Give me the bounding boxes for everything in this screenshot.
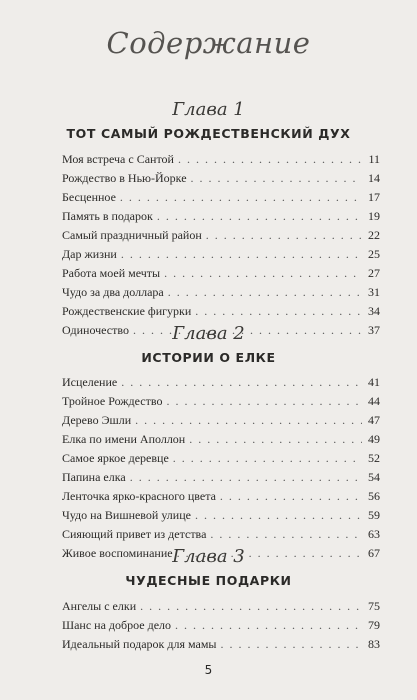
entry-title: Шанс на доброе дело: [62, 618, 172, 632]
entry-page: 31: [368, 285, 380, 299]
page-title: Содержание: [106, 26, 311, 60]
toc-entry[interactable]: [62, 303, 380, 319]
dot-leader: [210, 527, 362, 542]
toc-entry[interactable]: [62, 265, 380, 281]
entry-title: Работа моей мечты: [62, 266, 161, 280]
entry-page: 22: [368, 228, 380, 242]
toc-entry[interactable]: [62, 469, 380, 485]
entry-page: 27: [368, 266, 380, 280]
entry-page: 83: [368, 637, 380, 651]
page-number: 5: [204, 663, 213, 677]
entry-title: Моя встреча с Сантой: [62, 152, 174, 166]
entry-title: Тройное Рождество: [62, 394, 163, 408]
entry-title: Дерево Эшли: [62, 413, 132, 427]
entry-page: 19: [368, 209, 380, 223]
chapter-heading: [0, 323, 417, 367]
entry-page: 56: [368, 489, 380, 503]
dot-leader: [220, 489, 362, 504]
entry-title: Чудо за два доллара: [62, 285, 164, 299]
dot-leader: [164, 266, 362, 281]
entry-title: Чудо на Вишневой улице: [62, 508, 191, 522]
toc-entry[interactable]: [62, 189, 380, 205]
entry-page: 54: [368, 470, 380, 484]
dot-leader: [195, 304, 362, 319]
dot-leader: [189, 432, 362, 447]
toc-entry[interactable]: [62, 617, 380, 633]
toc-entry[interactable]: [62, 488, 380, 504]
chapter-heading: [0, 99, 417, 143]
entry-title: Рождество в Нью-Йорке: [62, 171, 187, 185]
toc-entry[interactable]: [62, 151, 380, 167]
dot-leader: [121, 375, 362, 390]
entry-title: Самое яркое деревце: [62, 451, 169, 465]
chapter-label: Глава 1: [172, 99, 245, 120]
dot-leader: [175, 618, 362, 633]
toc-entry[interactable]: [62, 227, 380, 243]
entry-page: 41: [368, 375, 380, 389]
toc-entry[interactable]: [62, 246, 380, 262]
entry-page: 75: [368, 599, 380, 613]
dot-leader: [191, 171, 362, 186]
toc-entry[interactable]: [62, 526, 380, 542]
entry-title: Ангелы с елки: [62, 599, 137, 613]
entry-page: 11: [368, 152, 380, 166]
entry-page: 67: [368, 546, 380, 560]
entry-title: Сияющий привет из детства: [62, 527, 207, 541]
entry-page: 59: [368, 508, 380, 522]
entry-title: Елка по имени Аполлон: [62, 432, 186, 446]
entry-title: Память в подарок: [62, 209, 153, 223]
entry-title: Живое воспоминание: [62, 546, 173, 560]
dot-leader: [121, 247, 362, 262]
dot-leader: [166, 394, 362, 409]
chapter-heading: [0, 546, 417, 590]
chapter-label: Глава 2: [172, 323, 245, 344]
toc-entry[interactable]: [62, 507, 380, 523]
toc-entry[interactable]: [62, 170, 380, 186]
toc-entry[interactable]: [62, 598, 380, 614]
entry-page: 44: [368, 394, 380, 408]
dot-leader: [173, 451, 362, 466]
dot-leader: [221, 637, 363, 652]
chapter-title: ТОТ САМЫЙ РОЖДЕСТВЕНСКИЙ ДУХ: [66, 126, 351, 141]
dot-leader: [168, 285, 362, 300]
entry-page: 79: [368, 618, 380, 632]
entry-title: Рождественские фигурки: [62, 304, 192, 318]
entry-page: 25: [368, 247, 380, 261]
toc-entry[interactable]: [62, 412, 380, 428]
toc-entry[interactable]: [62, 450, 380, 466]
entry-page: 49: [368, 432, 380, 446]
dot-leader: [120, 190, 362, 205]
entry-page: 47: [368, 413, 380, 427]
dot-leader: [130, 470, 362, 485]
chapter-label: Глава 3: [172, 546, 245, 567]
toc-entry[interactable]: [62, 393, 380, 409]
entry-page: 34: [368, 304, 380, 318]
dot-leader: [157, 209, 362, 224]
toc-entry[interactable]: [62, 636, 380, 652]
dot-leader: [140, 599, 362, 614]
entry-title: Самый праздничный район: [62, 228, 202, 242]
dot-leader: [206, 228, 362, 243]
entry-title: Папина елка: [62, 470, 126, 484]
toc-entry[interactable]: [62, 284, 380, 300]
entry-title: Исцеление: [62, 375, 118, 389]
entry-title: Одиночество: [62, 323, 129, 337]
dot-leader: [178, 152, 362, 167]
toc-entry[interactable]: [62, 431, 380, 447]
entry-title: Дар жизни: [62, 247, 117, 261]
toc-entry[interactable]: [62, 374, 380, 390]
chapter-title: ИСТОРИИ О ЕЛКЕ: [141, 350, 276, 365]
entry-page: 63: [368, 527, 380, 541]
entry-title: Идеальный подарок для мамы: [62, 637, 217, 651]
entry-page: 52: [368, 451, 380, 465]
toc-entry[interactable]: [62, 208, 380, 224]
dot-leader: [135, 413, 362, 428]
entry-page: 14: [368, 171, 380, 185]
entry-page: 17: [368, 190, 380, 204]
chapter-title: ЧУДЕСНЫЕ ПОДАРКИ: [125, 573, 292, 588]
dot-leader: [195, 508, 362, 523]
entry-title: Бесценное: [62, 190, 116, 204]
entry-page: 37: [368, 323, 380, 337]
entry-title: Ленточка ярко-красного цвета: [62, 489, 216, 503]
